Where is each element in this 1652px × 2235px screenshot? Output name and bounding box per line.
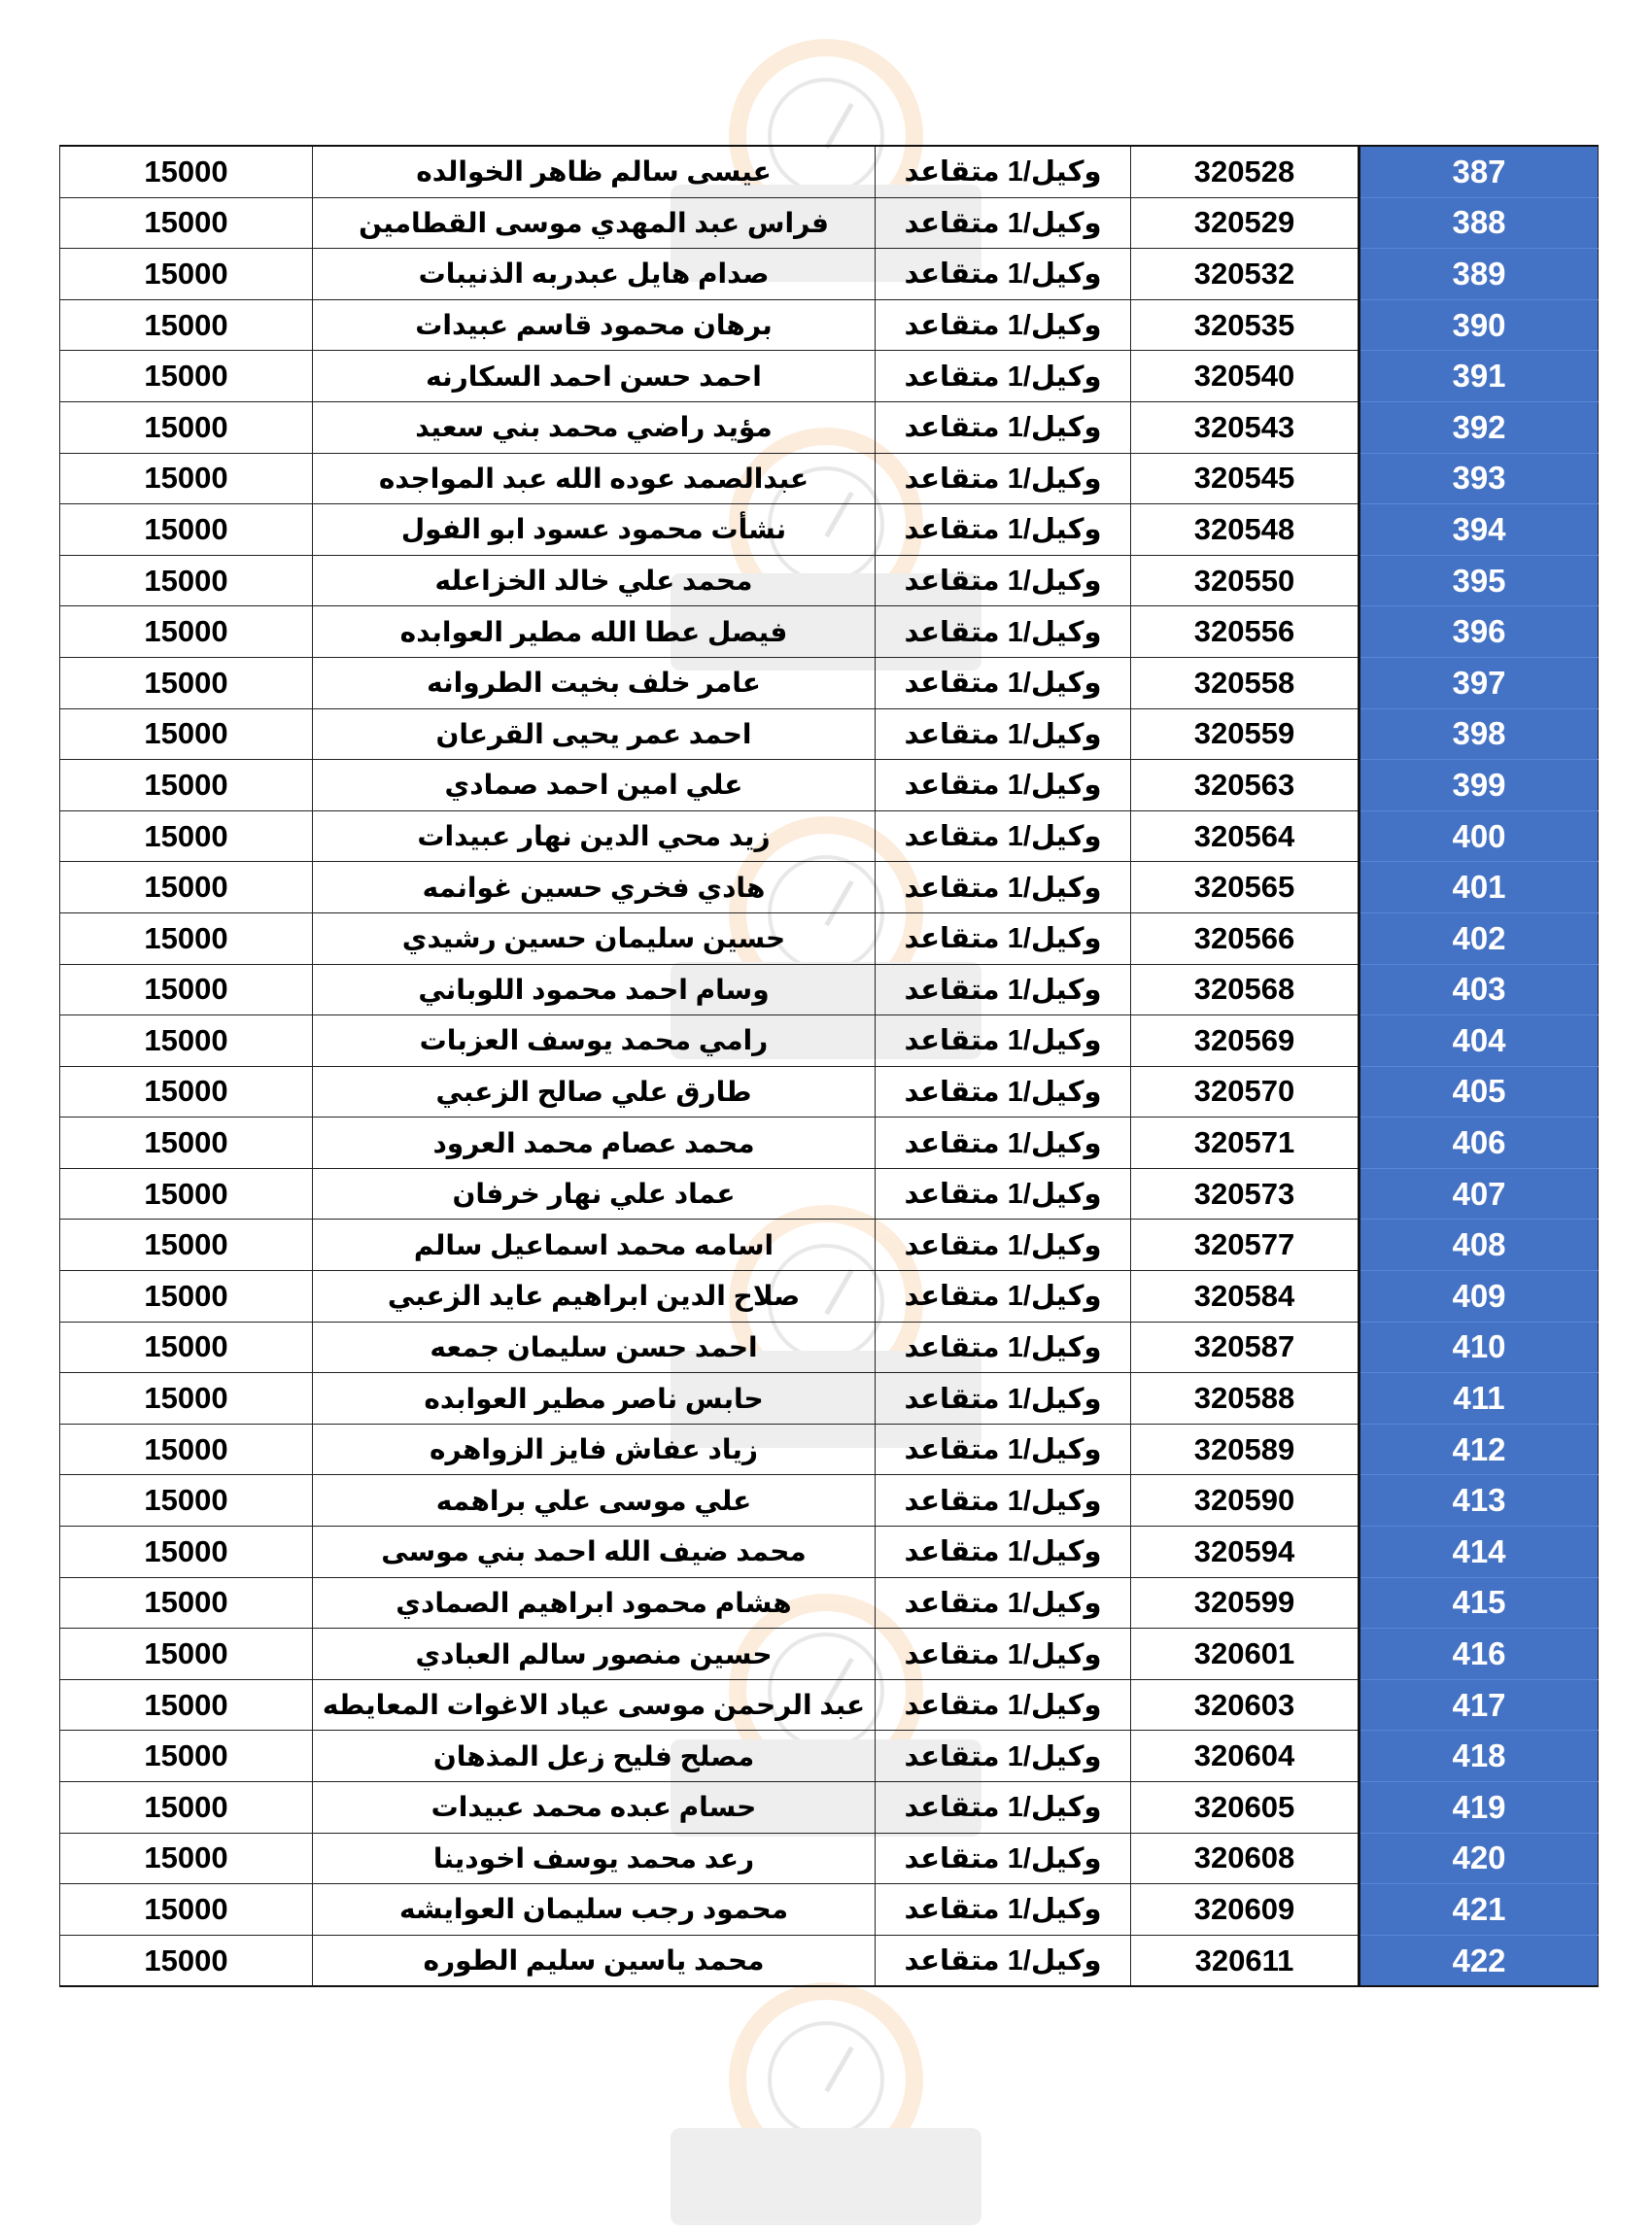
seq-cell: 392 (1359, 401, 1599, 453)
amount-cell: 15000 (60, 964, 313, 1015)
name-cell: حسين سليمان حسين رشيدي (313, 912, 876, 964)
table-row (60, 1015, 1599, 1067)
amount-cell: 15000 (60, 1475, 313, 1527)
military-number-cell: 320603 (1131, 1679, 1359, 1731)
rank-cell: وكيل/1 متقاعد (876, 1118, 1131, 1169)
name-cell: طارق علي صالح الزعبي (313, 1066, 876, 1118)
rank-cell: وكيل/1 متقاعد (876, 1833, 1131, 1884)
table-row (60, 146, 1599, 197)
seq-cell: 395 (1359, 555, 1599, 606)
amount-cell: 15000 (60, 453, 313, 504)
rank-cell: وكيل/1 متقاعد (876, 1782, 1131, 1834)
amount-cell: 15000 (60, 912, 313, 964)
military-number-cell: 320594 (1131, 1527, 1359, 1578)
amount-cell: 15000 (60, 197, 313, 249)
military-number-cell: 320535 (1131, 299, 1359, 351)
amount-cell: 15000 (60, 1066, 313, 1118)
table-row (60, 657, 1599, 708)
table-row (60, 1066, 1599, 1118)
seq-cell: 414 (1359, 1527, 1599, 1578)
rank-cell: وكيل/1 متقاعد (876, 401, 1131, 453)
roster-table (59, 145, 1599, 1987)
amount-cell: 15000 (60, 1782, 313, 1834)
amount-cell: 15000 (60, 1833, 313, 1884)
military-number-cell: 320587 (1131, 1322, 1359, 1373)
table-row (60, 351, 1599, 402)
name-cell: زياد عفاش فايز الزواهره (313, 1424, 876, 1475)
rank-cell: وكيل/1 متقاعد (876, 1629, 1131, 1680)
military-number-cell: 320532 (1131, 249, 1359, 300)
name-cell: عامر خلف بخيت الطروانه (313, 657, 876, 708)
rank-cell: وكيل/1 متقاعد (876, 1066, 1131, 1118)
military-number-cell: 320601 (1131, 1629, 1359, 1680)
table-row (60, 810, 1599, 862)
name-cell: اسامه محمد اسماعيل سالم (313, 1220, 876, 1271)
name-cell: رامي محمد يوسف العزبات (313, 1015, 876, 1067)
military-number-cell: 320548 (1131, 504, 1359, 556)
table-row (60, 249, 1599, 300)
amount-cell: 15000 (60, 1015, 313, 1067)
table-row (60, 1424, 1599, 1475)
table-row (60, 1527, 1599, 1578)
seq-cell: 399 (1359, 760, 1599, 811)
military-number-cell: 320543 (1131, 401, 1359, 453)
name-cell: نشأت محمود عسود ابو الفول (313, 504, 876, 556)
seq-cell: 394 (1359, 504, 1599, 556)
table-row (60, 760, 1599, 811)
seq-cell: 401 (1359, 862, 1599, 913)
table-row (60, 1935, 1599, 1986)
amount-cell: 15000 (60, 810, 313, 862)
seq-cell: 422 (1359, 1935, 1599, 1986)
amount-cell: 15000 (60, 1577, 313, 1629)
name-cell: حابس ناصر مطير العوابده (313, 1373, 876, 1425)
amount-cell: 15000 (60, 351, 313, 402)
seq-cell: 417 (1359, 1679, 1599, 1731)
rank-cell: وكيل/1 متقاعد (876, 1679, 1131, 1731)
military-number-cell: 320564 (1131, 810, 1359, 862)
table-row (60, 912, 1599, 964)
seq-cell: 412 (1359, 1424, 1599, 1475)
rank-cell: وكيل/1 متقاعد (876, 1731, 1131, 1782)
table-row (60, 1220, 1599, 1271)
amount-cell: 15000 (60, 1884, 313, 1936)
name-cell: عبدالصمد عوده الله عبد المواجده (313, 453, 876, 504)
military-number-cell: 320605 (1131, 1782, 1359, 1834)
rank-cell: وكيل/1 متقاعد (876, 1935, 1131, 1986)
amount-cell: 15000 (60, 504, 313, 556)
amount-cell: 15000 (60, 657, 313, 708)
name-cell: وسام احمد محمود اللوباني (313, 964, 876, 1015)
rank-cell: وكيل/1 متقاعد (876, 1373, 1131, 1425)
seq-cell: 400 (1359, 810, 1599, 862)
rank-cell: وكيل/1 متقاعد (876, 1220, 1131, 1271)
name-cell: مصلح فليح زعل المذهان (313, 1731, 876, 1782)
table-row (60, 453, 1599, 504)
seq-cell: 411 (1359, 1373, 1599, 1425)
rank-cell: وكيل/1 متقاعد (876, 453, 1131, 504)
amount-cell: 15000 (60, 862, 313, 913)
seq-cell: 388 (1359, 197, 1599, 249)
name-cell: احمد عمر يحيى القرعان (313, 708, 876, 760)
roster-table-body (60, 146, 1599, 1986)
military-number-cell: 320608 (1131, 1833, 1359, 1884)
table-row (60, 1373, 1599, 1425)
table-row (60, 1475, 1599, 1527)
rank-cell: وكيل/1 متقاعد (876, 912, 1131, 964)
military-number-cell: 320570 (1131, 1066, 1359, 1118)
seq-cell: 419 (1359, 1782, 1599, 1834)
military-number-cell: 320566 (1131, 912, 1359, 964)
rank-cell: وكيل/1 متقاعد (876, 1271, 1131, 1323)
rank-cell: وكيل/1 متقاعد (876, 657, 1131, 708)
military-number-cell: 320604 (1131, 1731, 1359, 1782)
military-number-cell: 320550 (1131, 555, 1359, 606)
rank-cell: وكيل/1 متقاعد (876, 1424, 1131, 1475)
table-row (60, 1118, 1599, 1169)
amount-cell: 15000 (60, 1935, 313, 1986)
table-row (60, 1782, 1599, 1834)
amount-cell: 15000 (60, 401, 313, 453)
name-cell: محمد علي خالد الخزاعله (313, 555, 876, 606)
seq-cell: 390 (1359, 299, 1599, 351)
seq-cell: 396 (1359, 606, 1599, 658)
table-row (60, 401, 1599, 453)
name-cell: محمد ضيف الله احمد بني موسى (313, 1527, 876, 1578)
name-cell: محمود رجب سليمان العوايشه (313, 1884, 876, 1936)
military-number-cell: 320590 (1131, 1475, 1359, 1527)
table-row (60, 708, 1599, 760)
name-cell: رعد محمد يوسف اخودينا (313, 1833, 876, 1884)
seq-cell: 410 (1359, 1322, 1599, 1373)
table-row (60, 1271, 1599, 1323)
military-number-cell: 320589 (1131, 1424, 1359, 1475)
seq-cell: 402 (1359, 912, 1599, 964)
table-row (60, 862, 1599, 913)
seq-cell: 387 (1359, 146, 1599, 197)
name-cell: زيد محي الدين نهار عبيدات (313, 810, 876, 862)
name-cell: علي موسى علي براهمه (313, 1475, 876, 1527)
amount-cell: 15000 (60, 1118, 313, 1169)
table-row (60, 299, 1599, 351)
table-row (60, 606, 1599, 658)
table-row (60, 1833, 1599, 1884)
amount-cell: 15000 (60, 760, 313, 811)
amount-cell: 15000 (60, 1322, 313, 1373)
seq-cell: 391 (1359, 351, 1599, 402)
military-number-cell: 320563 (1131, 760, 1359, 811)
seq-cell: 403 (1359, 964, 1599, 1015)
rank-cell: وكيل/1 متقاعد (876, 555, 1131, 606)
amount-cell: 15000 (60, 1220, 313, 1271)
rank-cell: وكيل/1 متقاعد (876, 1168, 1131, 1220)
name-cell: صدام هايل عبدربه الذنيبات (313, 249, 876, 300)
amount-cell: 15000 (60, 606, 313, 658)
amount-cell: 15000 (60, 1168, 313, 1220)
table-row (60, 1577, 1599, 1629)
seq-cell: 397 (1359, 657, 1599, 708)
seq-cell: 405 (1359, 1066, 1599, 1118)
seq-cell: 421 (1359, 1884, 1599, 1936)
name-cell: هشام محمود ابراهيم الصمادي (313, 1577, 876, 1629)
table-row (60, 197, 1599, 249)
military-number-cell: 320599 (1131, 1577, 1359, 1629)
seq-cell: 420 (1359, 1833, 1599, 1884)
clock-logo-watermark-icon (671, 1982, 1020, 2235)
name-cell: علي امين احمد صمادي (313, 760, 876, 811)
seq-cell: 398 (1359, 708, 1599, 760)
table-row (60, 504, 1599, 556)
seq-cell: 413 (1359, 1475, 1599, 1527)
table-row (60, 964, 1599, 1015)
amount-cell: 15000 (60, 1629, 313, 1680)
name-cell: عماد علي نهار خرفان (313, 1168, 876, 1220)
rank-cell: وكيل/1 متقاعد (876, 351, 1131, 402)
rank-cell: وكيل/1 متقاعد (876, 1577, 1131, 1629)
rank-cell: وكيل/1 متقاعد (876, 760, 1131, 811)
seq-cell: 416 (1359, 1629, 1599, 1680)
seq-cell: 389 (1359, 249, 1599, 300)
military-number-cell: 320577 (1131, 1220, 1359, 1271)
military-number-cell: 320558 (1131, 657, 1359, 708)
name-cell: فراس عبد المهدي موسى القطامين (313, 197, 876, 249)
amount-cell: 15000 (60, 299, 313, 351)
seq-cell: 409 (1359, 1271, 1599, 1323)
military-number-cell: 320565 (1131, 862, 1359, 913)
rank-cell: وكيل/1 متقاعد (876, 1884, 1131, 1936)
seq-cell: 408 (1359, 1220, 1599, 1271)
amount-cell: 15000 (60, 1731, 313, 1782)
rank-cell: وكيل/1 متقاعد (876, 146, 1131, 197)
military-number-cell: 320529 (1131, 197, 1359, 249)
military-number-cell: 320573 (1131, 1168, 1359, 1220)
seq-cell: 406 (1359, 1118, 1599, 1169)
rank-cell: وكيل/1 متقاعد (876, 1475, 1131, 1527)
rank-cell: وكيل/1 متقاعد (876, 1322, 1131, 1373)
name-cell: احمد حسن سليمان جمعه (313, 1322, 876, 1373)
seq-cell: 404 (1359, 1015, 1599, 1067)
seq-cell: 407 (1359, 1168, 1599, 1220)
name-cell: عيسى سالم ظاهر الخوالده (313, 146, 876, 197)
seq-cell: 418 (1359, 1731, 1599, 1782)
amount-cell: 15000 (60, 1424, 313, 1475)
name-cell: محمد عصام محمد العرود (313, 1118, 876, 1169)
seq-cell: 393 (1359, 453, 1599, 504)
table-row (60, 1731, 1599, 1782)
name-cell: هادي فخري حسين غوانمه (313, 862, 876, 913)
amount-cell: 15000 (60, 1271, 313, 1323)
military-number-cell: 320559 (1131, 708, 1359, 760)
amount-cell: 15000 (60, 1373, 313, 1425)
name-cell: حسام عبده محمد عبيدات (313, 1782, 876, 1834)
rank-cell: وكيل/1 متقاعد (876, 862, 1131, 913)
amount-cell: 15000 (60, 708, 313, 760)
amount-cell: 15000 (60, 146, 313, 197)
name-cell: عبد الرحمن موسى عياد الاغوات المعايطه (313, 1679, 876, 1731)
name-cell: صلاح الدين ابراهيم عايد الزعبي (313, 1271, 876, 1323)
name-cell: مؤيد راضي محمد بني سعيد (313, 401, 876, 453)
name-cell: محمد ياسين سليم الطوره (313, 1935, 876, 1986)
name-cell: فيصل عطا الله مطير العوابده (313, 606, 876, 658)
rank-cell: وكيل/1 متقاعد (876, 1527, 1131, 1578)
table-row (60, 1322, 1599, 1373)
rank-cell: وكيل/1 متقاعد (876, 299, 1131, 351)
rank-cell: وكيل/1 متقاعد (876, 606, 1131, 658)
rank-cell: وكيل/1 متقاعد (876, 1015, 1131, 1067)
name-cell: برهان محمود قاسم عبيدات (313, 299, 876, 351)
military-number-cell: 320568 (1131, 964, 1359, 1015)
table-row (60, 1629, 1599, 1680)
amount-cell: 15000 (60, 1527, 313, 1578)
rank-cell: وكيل/1 متقاعد (876, 810, 1131, 862)
military-number-cell: 320588 (1131, 1373, 1359, 1425)
military-number-cell: 320528 (1131, 146, 1359, 197)
military-number-cell: 320571 (1131, 1118, 1359, 1169)
amount-cell: 15000 (60, 1679, 313, 1731)
table-row (60, 1168, 1599, 1220)
rank-cell: وكيل/1 متقاعد (876, 504, 1131, 556)
name-cell: حسين منصور سالم العبادي (313, 1629, 876, 1680)
seq-cell: 415 (1359, 1577, 1599, 1629)
military-number-cell: 320556 (1131, 606, 1359, 658)
military-number-cell: 320611 (1131, 1935, 1359, 1986)
table-row (60, 1884, 1599, 1936)
name-cell: احمد حسن احمد السكارنه (313, 351, 876, 402)
military-number-cell: 320545 (1131, 453, 1359, 504)
military-number-cell: 320569 (1131, 1015, 1359, 1067)
table-row (60, 555, 1599, 606)
rank-cell: وكيل/1 متقاعد (876, 708, 1131, 760)
military-number-cell: 320540 (1131, 351, 1359, 402)
rank-cell: وكيل/1 متقاعد (876, 197, 1131, 249)
rank-cell: وكيل/1 متقاعد (876, 249, 1131, 300)
military-number-cell: 320609 (1131, 1884, 1359, 1936)
military-number-cell: 320584 (1131, 1271, 1359, 1323)
amount-cell: 15000 (60, 249, 313, 300)
amount-cell: 15000 (60, 555, 313, 606)
rank-cell: وكيل/1 متقاعد (876, 964, 1131, 1015)
table-row (60, 1679, 1599, 1731)
